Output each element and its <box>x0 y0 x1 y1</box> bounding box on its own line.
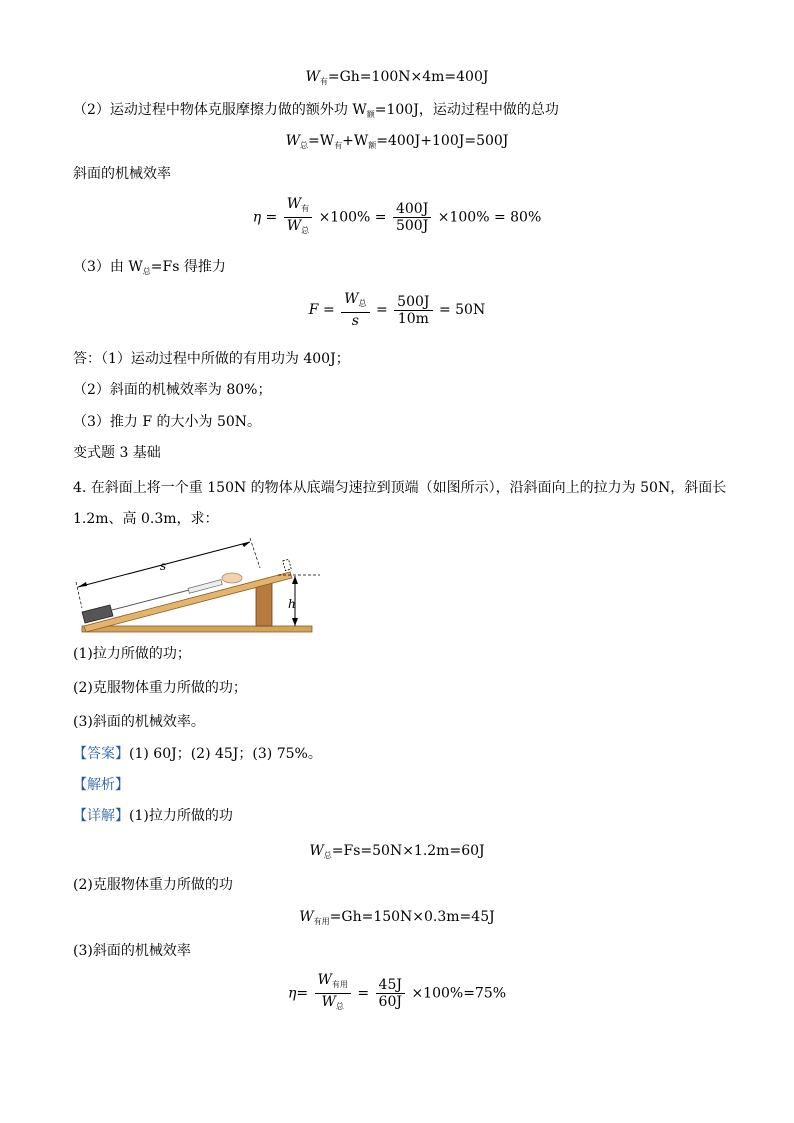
answer-line-1: 答：（1）运动过程中所做的有用功为 400J； <box>73 351 350 367</box>
text-extra-work: （2）运动过程中物体克服摩擦力做的额外功 $W_额=100J$，运动过程中做的总功 <box>73 102 559 119</box>
formula-pull-work: $W_总=Fs=50N\times 1.2m=60J$ <box>309 843 485 860</box>
answer-row: 【答案】(1) 60J；(2) 45J；(3) 75%。 <box>73 746 322 762</box>
formula-efficiency: η = $\frac{W_有}{W_总}$ ×100% = $\frac{400J}{500J}$ ×100% = 80% <box>252 196 542 235</box>
analysis-tag: 【解析】 <box>73 777 129 793</box>
sub-question-2: (2)克服物体重力所做的功； <box>73 680 247 696</box>
label-s: s <box>160 559 167 573</box>
answer-line-2: （2）斜面的机械效率为 80%； <box>73 382 272 398</box>
incline-diagram <box>70 530 320 636</box>
detail-2: (2)克服物体重力所做的功 <box>73 877 233 893</box>
formula-total-work: $W_总=W_有+W_额=400J+100J=500J$ <box>285 133 509 150</box>
text-force-intro: （3）由 $W_总=Fs$ 得推力 <box>73 259 226 276</box>
detail-row: 【详解】(1)拉力所做的功 <box>73 808 233 824</box>
formula-force: F = $\frac{W_总}{s}$ = $\frac{500J}{10m}$ = 50N <box>308 291 486 329</box>
formula-useful-work: $W_有=Gh=100N\times 4m=400J$ <box>305 69 489 86</box>
formula-gravity-work: $W_{有用}=Gh=150N\times 0.3m=45J$ <box>299 909 495 926</box>
formula-efficiency-2: η= $\frac{W_{有用}}{W_总}$ = $\frac{45J}{60J}$ ×100%=75% <box>287 972 507 1011</box>
sub-question-3: (3)斜面的机械效率。 <box>73 714 205 730</box>
text-efficiency-label: 斜面的机械效率 <box>73 166 171 182</box>
support-block <box>256 582 272 626</box>
variant-heading: 变式题 3 基础 <box>73 445 161 461</box>
question-4-line-1: 4. 在斜面上将一个重 150N 的物体从底端匀速拉到顶端（如图所示），沿斜面向上的拉力为 50N，斜面长 <box>73 480 727 496</box>
detail-tag: 【详解】 <box>73 808 129 824</box>
label-h: h <box>288 597 296 611</box>
answer-tag: 【答案】 <box>73 746 129 762</box>
sub-question-1: (1)拉力所做的功； <box>73 646 191 662</box>
base-board <box>82 626 312 632</box>
answer-line-3: （3）推力 F 的大小为 50N。 <box>73 414 262 430</box>
hand-icon <box>222 573 242 583</box>
question-4-line-2: 1.2m、高 0.3m，求： <box>73 511 219 527</box>
detail-3: (3)斜面的机械效率 <box>73 943 191 959</box>
